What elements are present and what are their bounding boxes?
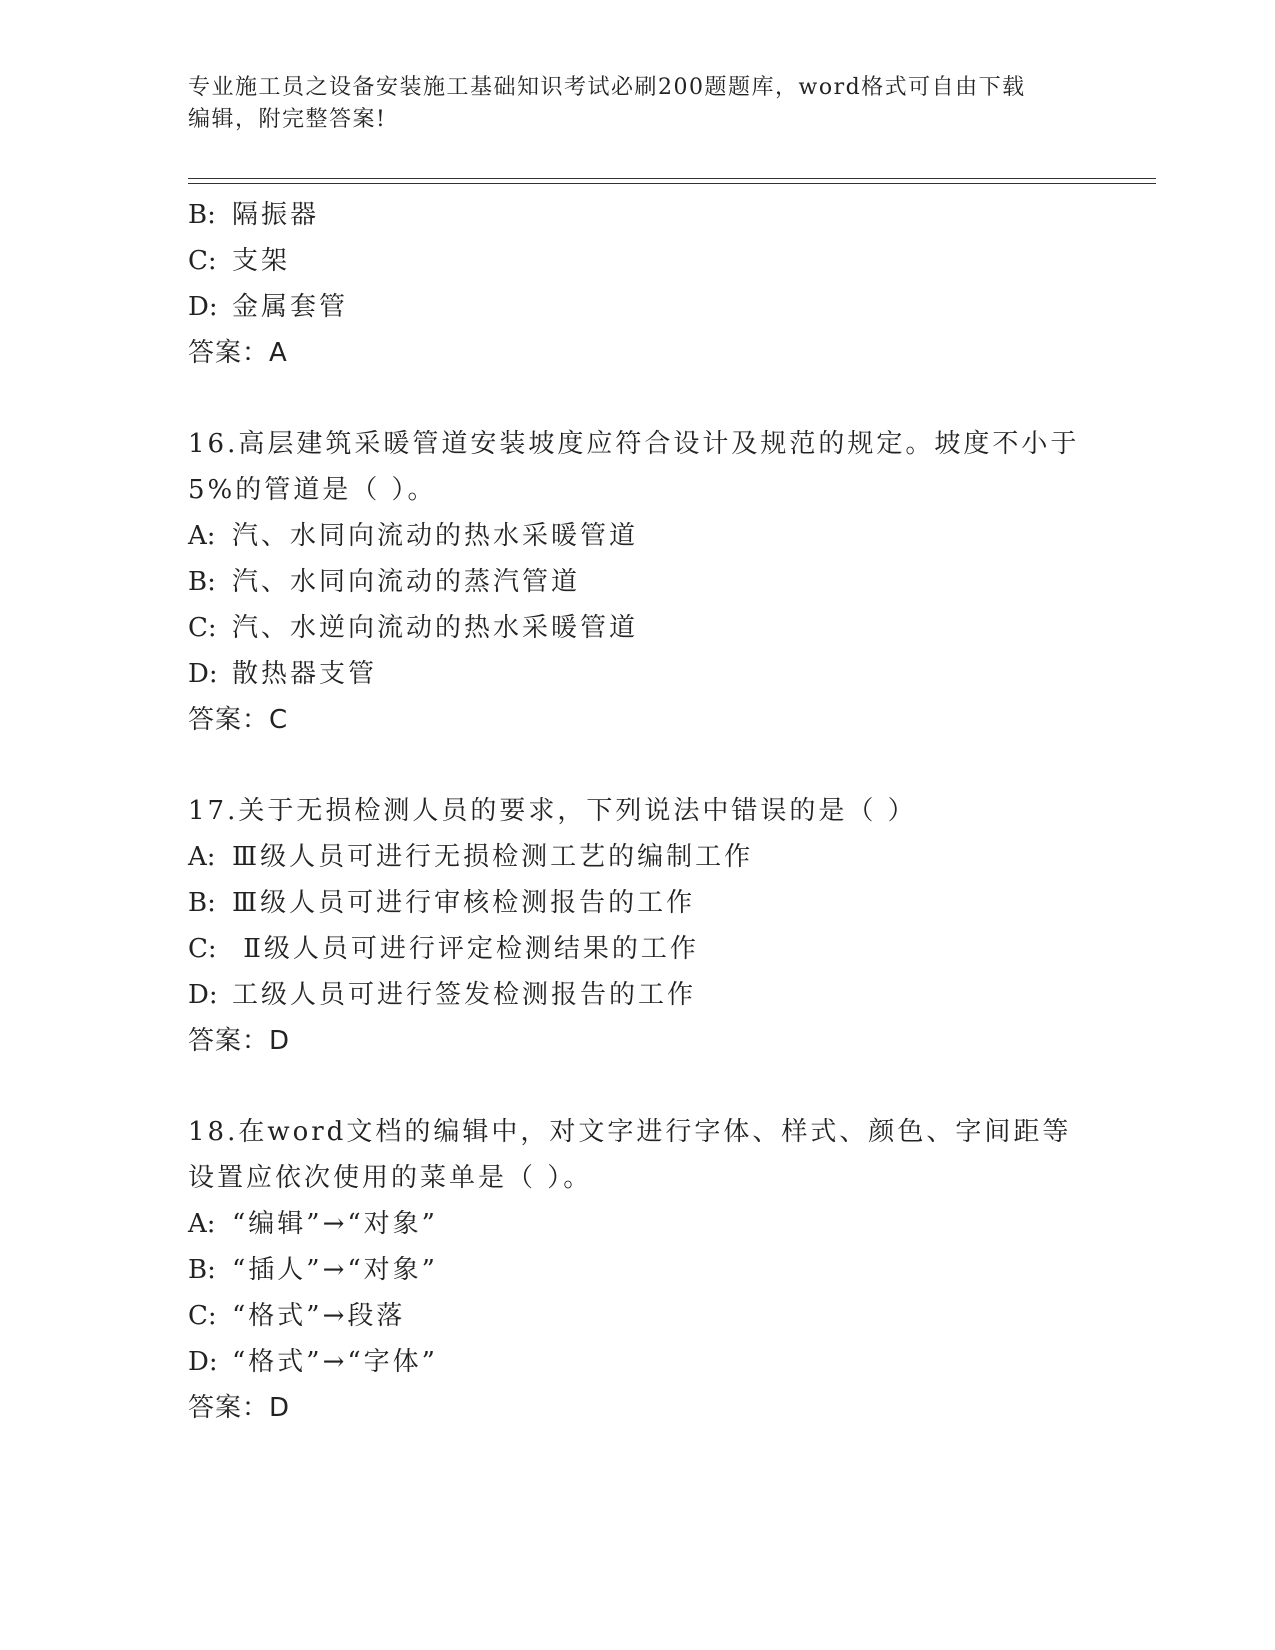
option-c xyxy=(188,238,1088,284)
option-text: “编辑”→“对象” xyxy=(232,1209,438,1239)
question-stem-line-1: 16.高层建筑采暖管道安装坡度应符合设计及规范的规定。坡度不小于 xyxy=(188,429,1080,459)
option-label: B: xyxy=(188,567,216,597)
header-divider-bottom xyxy=(188,183,1156,184)
question-18 xyxy=(188,1109,1088,1431)
option-d xyxy=(188,972,1088,1018)
option-label: D: xyxy=(188,292,218,322)
document-header xyxy=(188,72,1088,136)
header-title-line-1: 专业施工员之设备安装施工基础知识考试必刷200题题库，word格式可自由下载 xyxy=(188,75,1026,100)
option-label: A: xyxy=(188,521,216,551)
answer: 答案：C xyxy=(188,705,289,735)
option-text: 支架 xyxy=(232,246,291,276)
option-label: C: xyxy=(188,246,217,276)
option-label: C: xyxy=(188,934,217,964)
header-divider-top xyxy=(188,178,1156,179)
option-label: B: xyxy=(188,888,216,918)
question-16 xyxy=(188,421,1088,743)
option-text: Ⅲ级人员可进行无损检测工艺的编制工作 xyxy=(232,842,754,872)
question-15-continued xyxy=(188,192,1088,376)
header-title-line-2: 编辑，附完整答案! xyxy=(188,107,387,132)
option-b xyxy=(188,192,1088,238)
option-a xyxy=(188,1201,1088,1247)
option-text: Ⅱ级人员可进行评定检测结果的工作 xyxy=(232,934,699,964)
option-d xyxy=(188,284,1088,330)
option-label: A: xyxy=(188,1209,216,1239)
option-label: D: xyxy=(188,1347,218,1377)
option-label: A: xyxy=(188,842,216,872)
option-text: 汽、水逆向流动的热水采暖管道 xyxy=(232,613,639,643)
answer: 答案：D xyxy=(188,1393,291,1423)
option-text: 汽、水同向流动的热水采暖管道 xyxy=(232,521,639,551)
option-label: B: xyxy=(188,200,216,230)
option-a xyxy=(188,834,1088,880)
option-text: 汽、水同向流动的蒸汽管道 xyxy=(232,567,581,597)
option-label: C: xyxy=(188,613,217,643)
option-c xyxy=(188,1293,1088,1339)
option-label: D: xyxy=(188,980,218,1010)
question-stem-line-2: 设置应依次使用的菜单是（ ）。 xyxy=(188,1163,593,1193)
question-stem-line-2: 5%的管道是（ ）。 xyxy=(188,475,437,505)
document-body xyxy=(188,192,1088,1431)
option-b xyxy=(188,1247,1088,1293)
option-text: “格式”→“字体” xyxy=(232,1347,438,1377)
option-text: “格式”→段落 xyxy=(232,1301,406,1331)
option-text: “插人”→“对象” xyxy=(232,1255,438,1285)
option-b xyxy=(188,559,1088,605)
question-stem-line-1: 18.在word文档的编辑中，对文字进行字体、样式、颜色、字间距等 xyxy=(188,1117,1072,1147)
option-label: D: xyxy=(188,659,218,689)
option-d xyxy=(188,1339,1088,1385)
option-c xyxy=(188,605,1088,651)
option-text: 隔振器 xyxy=(232,200,320,230)
option-text: 金属套管 xyxy=(232,292,349,322)
question-17 xyxy=(188,788,1088,1064)
option-text: 工级人员可进行签发检测报告的工作 xyxy=(232,980,697,1010)
question-stem-line-1: 17.关于无损检测人员的要求，下列说法中错误的是（ ） xyxy=(188,796,917,826)
answer: 答案：A xyxy=(188,338,288,368)
answer: 答案：D xyxy=(188,1026,291,1056)
option-d xyxy=(188,651,1088,697)
option-label: C: xyxy=(188,1301,217,1331)
option-text: 散热器支管 xyxy=(232,659,378,689)
option-a xyxy=(188,513,1088,559)
option-label: B: xyxy=(188,1255,216,1285)
option-b xyxy=(188,880,1088,926)
option-c xyxy=(188,926,1088,972)
option-text: Ⅲ级人员可进行审核检测报告的工作 xyxy=(232,888,696,918)
